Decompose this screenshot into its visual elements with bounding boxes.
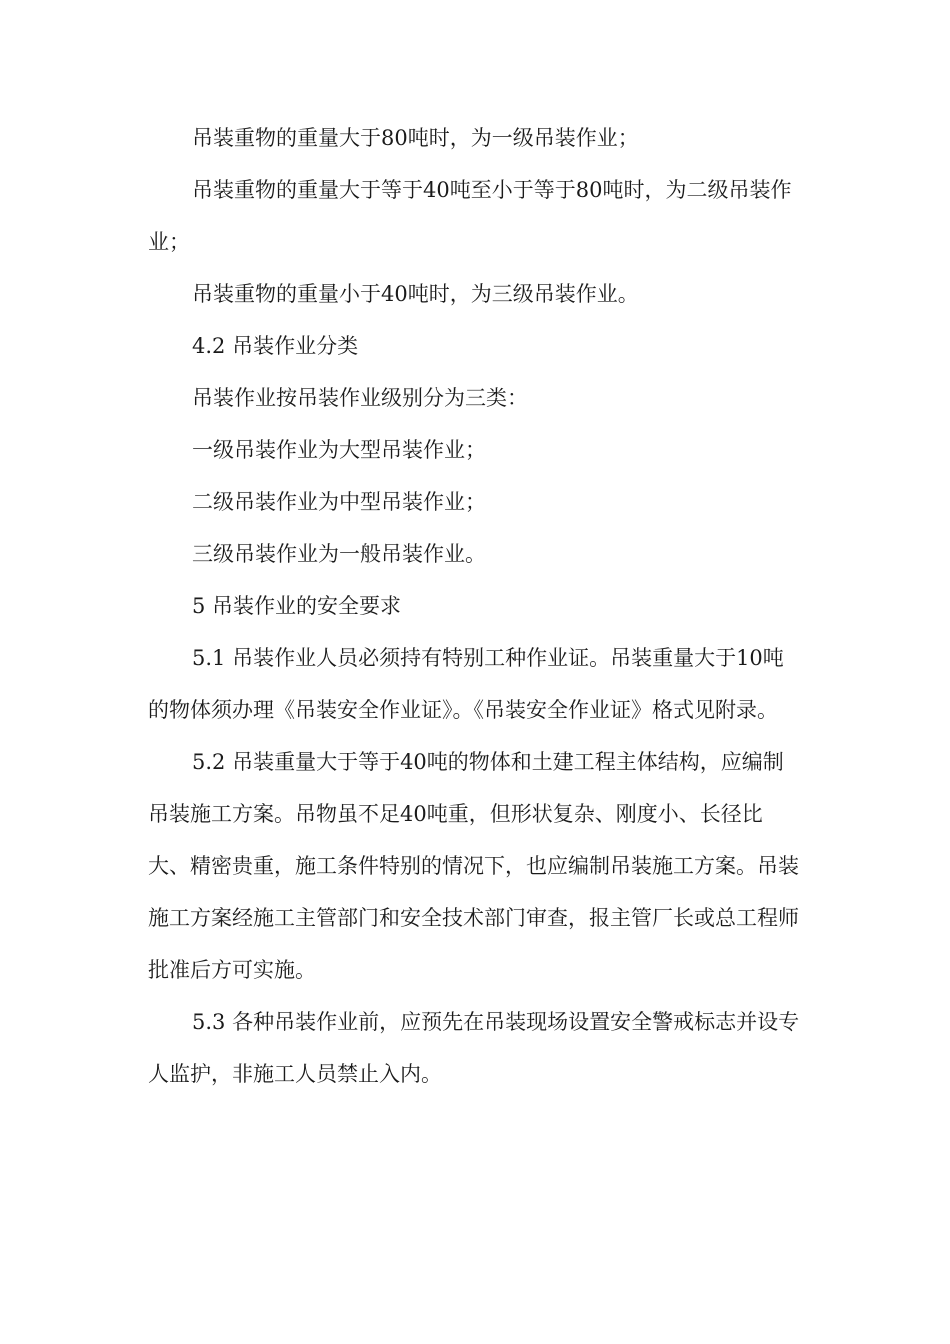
document-body — [148, 112, 800, 1100]
list-item-class-two: 二级吊装作业为中型吊装作业； — [192, 490, 486, 514]
paragraph-level-one: 吊装重物的重量大于80吨时，为一级吊装作业； — [192, 126, 639, 150]
section-heading-5: 5 吊装作业的安全要求 — [192, 594, 402, 618]
paragraph-5-2: 5.2 吊装重量大于等于40吨的物体和土建工程主体结构，应编制吊装施工方案。吊物虽不足40吨重，但形状复杂、刚度小、长径比大、精密贵重，施工条件特别的情况下，也应编制吊装施工方案。吊装施工方案经施工主管部门和安全技术部门审查，报主管厂长或总工程师批准后方可实施。 — [148, 750, 799, 982]
list-item-class-three: 三级吊装作业为一般吊装作业。 — [192, 542, 486, 566]
list-item-class-one: 一级吊装作业为大型吊装作业； — [192, 438, 486, 462]
paragraph-5-1: 5.1 吊装作业人员必须持有特别工种作业证。吊装重量大于10吨的物体须办理《吊装安全作业证》。《吊装安全作业证》格式见附录。 — [148, 646, 784, 722]
paragraph-level-two: 吊装重物的重量大于等于40吨至小于等于80吨时，为二级吊装作业； — [148, 178, 792, 254]
paragraph-classification-intro: 吊装作业按吊装作业级别分为三类： — [192, 386, 528, 410]
section-heading-4-2: 4.2 吊装作业分类 — [192, 334, 359, 358]
paragraph-level-three: 吊装重物的重量小于40吨时，为三级吊装作业。 — [192, 282, 639, 306]
paragraph-5-3: 5.3 各种吊装作业前，应预先在吊装现场设置安全警戒标志并设专人监护，非施工人员禁止入内。 — [148, 1010, 800, 1086]
